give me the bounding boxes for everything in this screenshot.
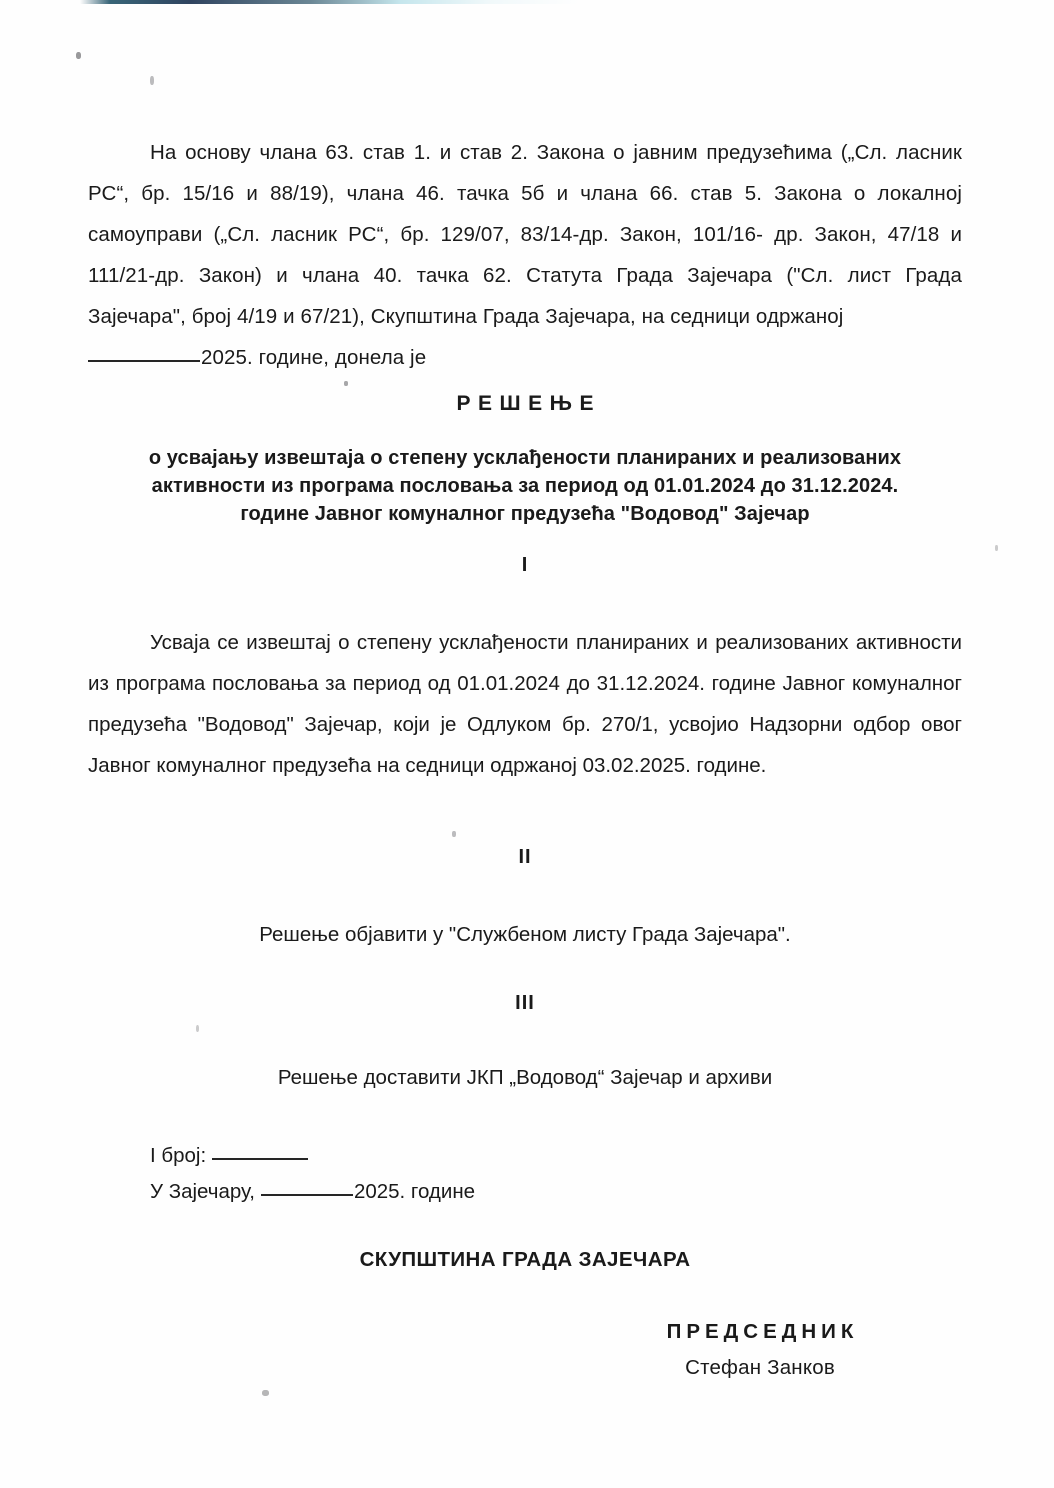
- preamble-date-suffix: 2025. године, донела је: [201, 346, 427, 369]
- section-three-body: Решење доставити ЈКП „Водовод“ Зајечар и архиви: [277, 1066, 773, 1089]
- preamble-date-line: [88, 337, 962, 378]
- subtitle-line-1: о усвајању извештаја о степену усклађености планираних и реализованих: [148, 447, 902, 469]
- document-subtitle: [88, 444, 962, 528]
- section-numeral-three: III: [515, 992, 535, 1014]
- scan-speck: [995, 545, 998, 551]
- section-one-body: [88, 622, 962, 786]
- scan-speck: [76, 52, 81, 59]
- preamble-text: На основу члана 63. став 1. и став 2. Закона о јавним предузећима („Сл. ласник РС“, бр. 15/16 и 88/19), члана 46. тачка 5б и члана 66. став 5. Закона о локалној самоуправи („Сл. ласник РС“, бр. 129/07, 83/14-др. Закон, 101/16- др. Закон, 47/18 и 111/21-др. Закон) и члана 40. тачка 62. Статута Града Зајечара ("Сл. лист Града Зајечара", број 4/19 и 67/21), Скупштина Града Зајечара, на седници одржаној: [88, 141, 962, 328]
- signatory-name: Стефан Занков: [685, 1356, 835, 1379]
- assembly-name: СКУПШТИНА ГРАДА ЗАЈЕЧАРА: [359, 1248, 691, 1271]
- filing-number-row: [150, 1138, 475, 1174]
- filing-year-suffix: 2025. године: [353, 1180, 476, 1203]
- filing-place-row: [150, 1174, 475, 1210]
- section-numeral-one: I: [521, 554, 529, 576]
- signatory-role: ПРЕДСЕДНИК: [666, 1320, 859, 1343]
- subtitle-line-2: активности из програма пословања за период од 01.01.2024 до 31.12.2024.: [151, 475, 899, 497]
- subtitle-line-3: године Јавног комуналног предузећа "Водовод" Зајечар: [240, 503, 810, 525]
- date-blank-rule: [88, 360, 200, 362]
- filing-block: [150, 1138, 475, 1210]
- filing-number-label: I број:: [150, 1144, 207, 1167]
- filing-date-blank-rule: [261, 1194, 353, 1196]
- document-content: [88, 0, 962, 1488]
- preamble-paragraph: [88, 132, 962, 378]
- signature-block: [558, 1320, 962, 1380]
- document-title: РЕШЕЊЕ: [456, 392, 601, 415]
- filing-place-label: У Зајечару,: [150, 1180, 255, 1203]
- section-two-body: Решење објавити у "Службеном листу Града Зајечара".: [259, 923, 791, 946]
- filing-number-blank-rule: [212, 1158, 308, 1160]
- section-numeral-two: II: [518, 846, 532, 868]
- section-one-text: Усваја се извештај о степену усклађености планираних и реализованих активности из програма пословања за период од 01.01.2024 до 31.12.2024. године Јавног комуналног предузећа "Водовод" Зајечар, који је Одлуком бр. 270/1, усвојио Надзорни одбор овог Јавног комуналног предузећа на седници одржаној 03.02.2025. године.: [88, 631, 962, 777]
